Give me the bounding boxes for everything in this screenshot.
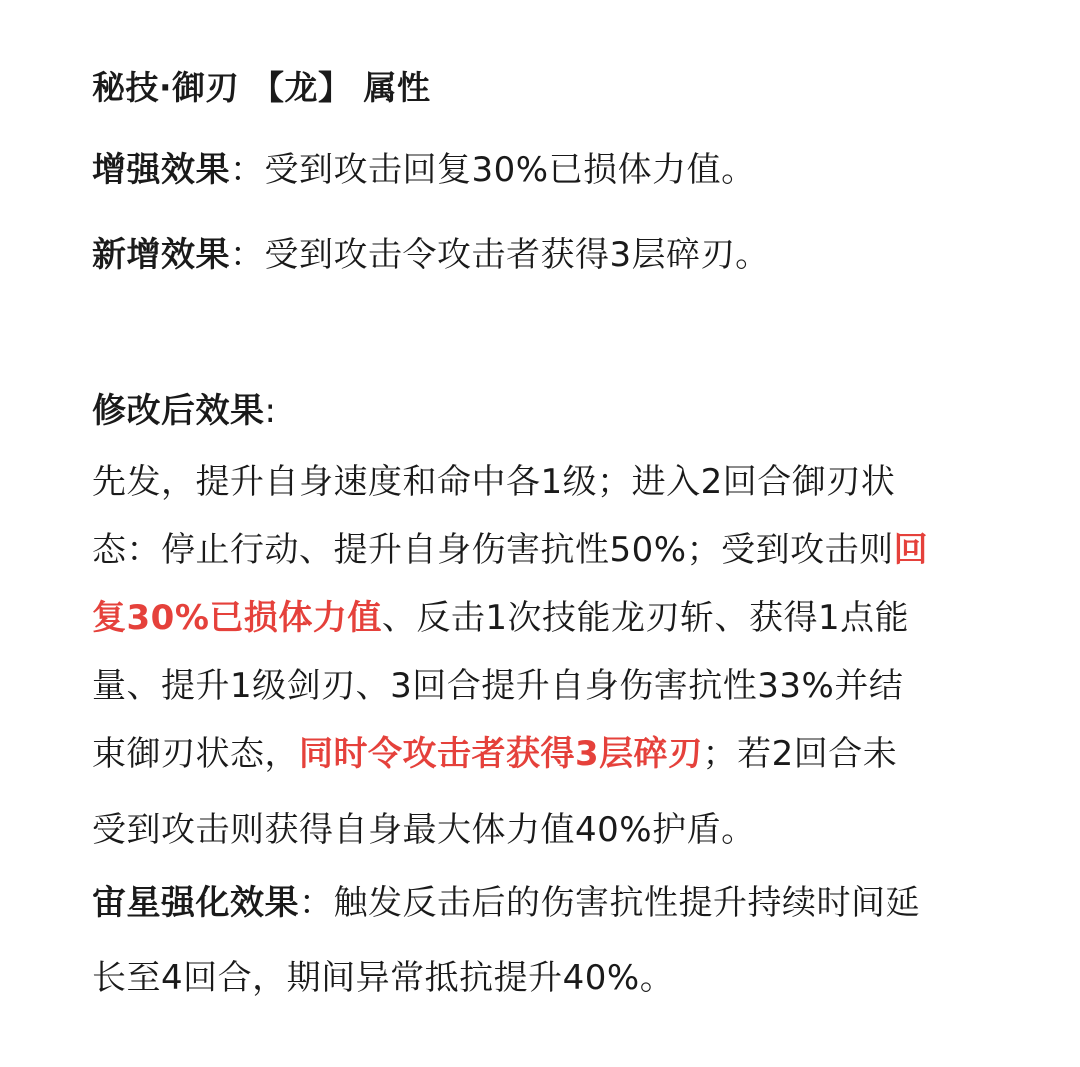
enhanced-effect (92, 150, 756, 190)
enhanced-effect-text: 受到攻击回复30%已损体力值。 (264, 150, 756, 190)
cosmic-effect-text-1: 触发反击后的伤害抗性提升持续时间延 (333, 883, 920, 923)
modified-line-5-text-a: 束御刃状态， (92, 734, 299, 774)
added-effect-sep: ： (230, 235, 265, 275)
added-effect-text: 受到攻击令攻击者获得3层碎刃。 (264, 235, 770, 275)
modified-line-3-text: 、反击1次技能龙刃斩、获得1点能 (381, 598, 910, 638)
enhanced-effect-sep: ： (230, 150, 265, 190)
page-title: 秘技·御刃 【龙】 属性 (92, 68, 431, 107)
modified-effect-heading (92, 391, 276, 431)
modified-line-3 (92, 598, 909, 638)
added-effect (92, 235, 770, 275)
highlight-recover-start: 回 (893, 530, 929, 570)
cosmic-effect (92, 883, 920, 923)
modified-line-5-text-b: ；若2回合未 (702, 734, 898, 774)
modified-line-5 (92, 734, 897, 774)
modified-line-4: 量、提升1级剑刃、3回合提升自身伤害抗性33%并结 (92, 666, 904, 706)
added-effect-label: 新增效果 (92, 235, 230, 275)
modified-line-2 (92, 530, 928, 570)
highlight-shatter-blade: 同时令攻击者获得3层碎刃 (299, 734, 703, 774)
modified-effect-sep: : (264, 391, 277, 431)
modified-line-1: 先发，提升自身速度和命中各1级；进入2回合御刃状 (92, 462, 896, 502)
enhanced-effect-label: 增强效果 (92, 150, 230, 190)
modified-line-2-text: 态：停止行动、提升自身伤害抗性50%；受到攻击则 (92, 530, 894, 570)
cosmic-effect-sep: ： (299, 883, 334, 923)
modified-line-6: 受到攻击则获得自身最大体力值40%护盾。 (92, 810, 756, 850)
highlight-recover-rest: 复30%已损体力值 (92, 598, 382, 638)
modified-effect-label: 修改后效果 (92, 391, 265, 431)
cosmic-effect-label: 宙星强化效果 (92, 883, 299, 923)
cosmic-effect-line-2: 长至4回合，期间异常抵抗提升40%。 (92, 958, 675, 998)
